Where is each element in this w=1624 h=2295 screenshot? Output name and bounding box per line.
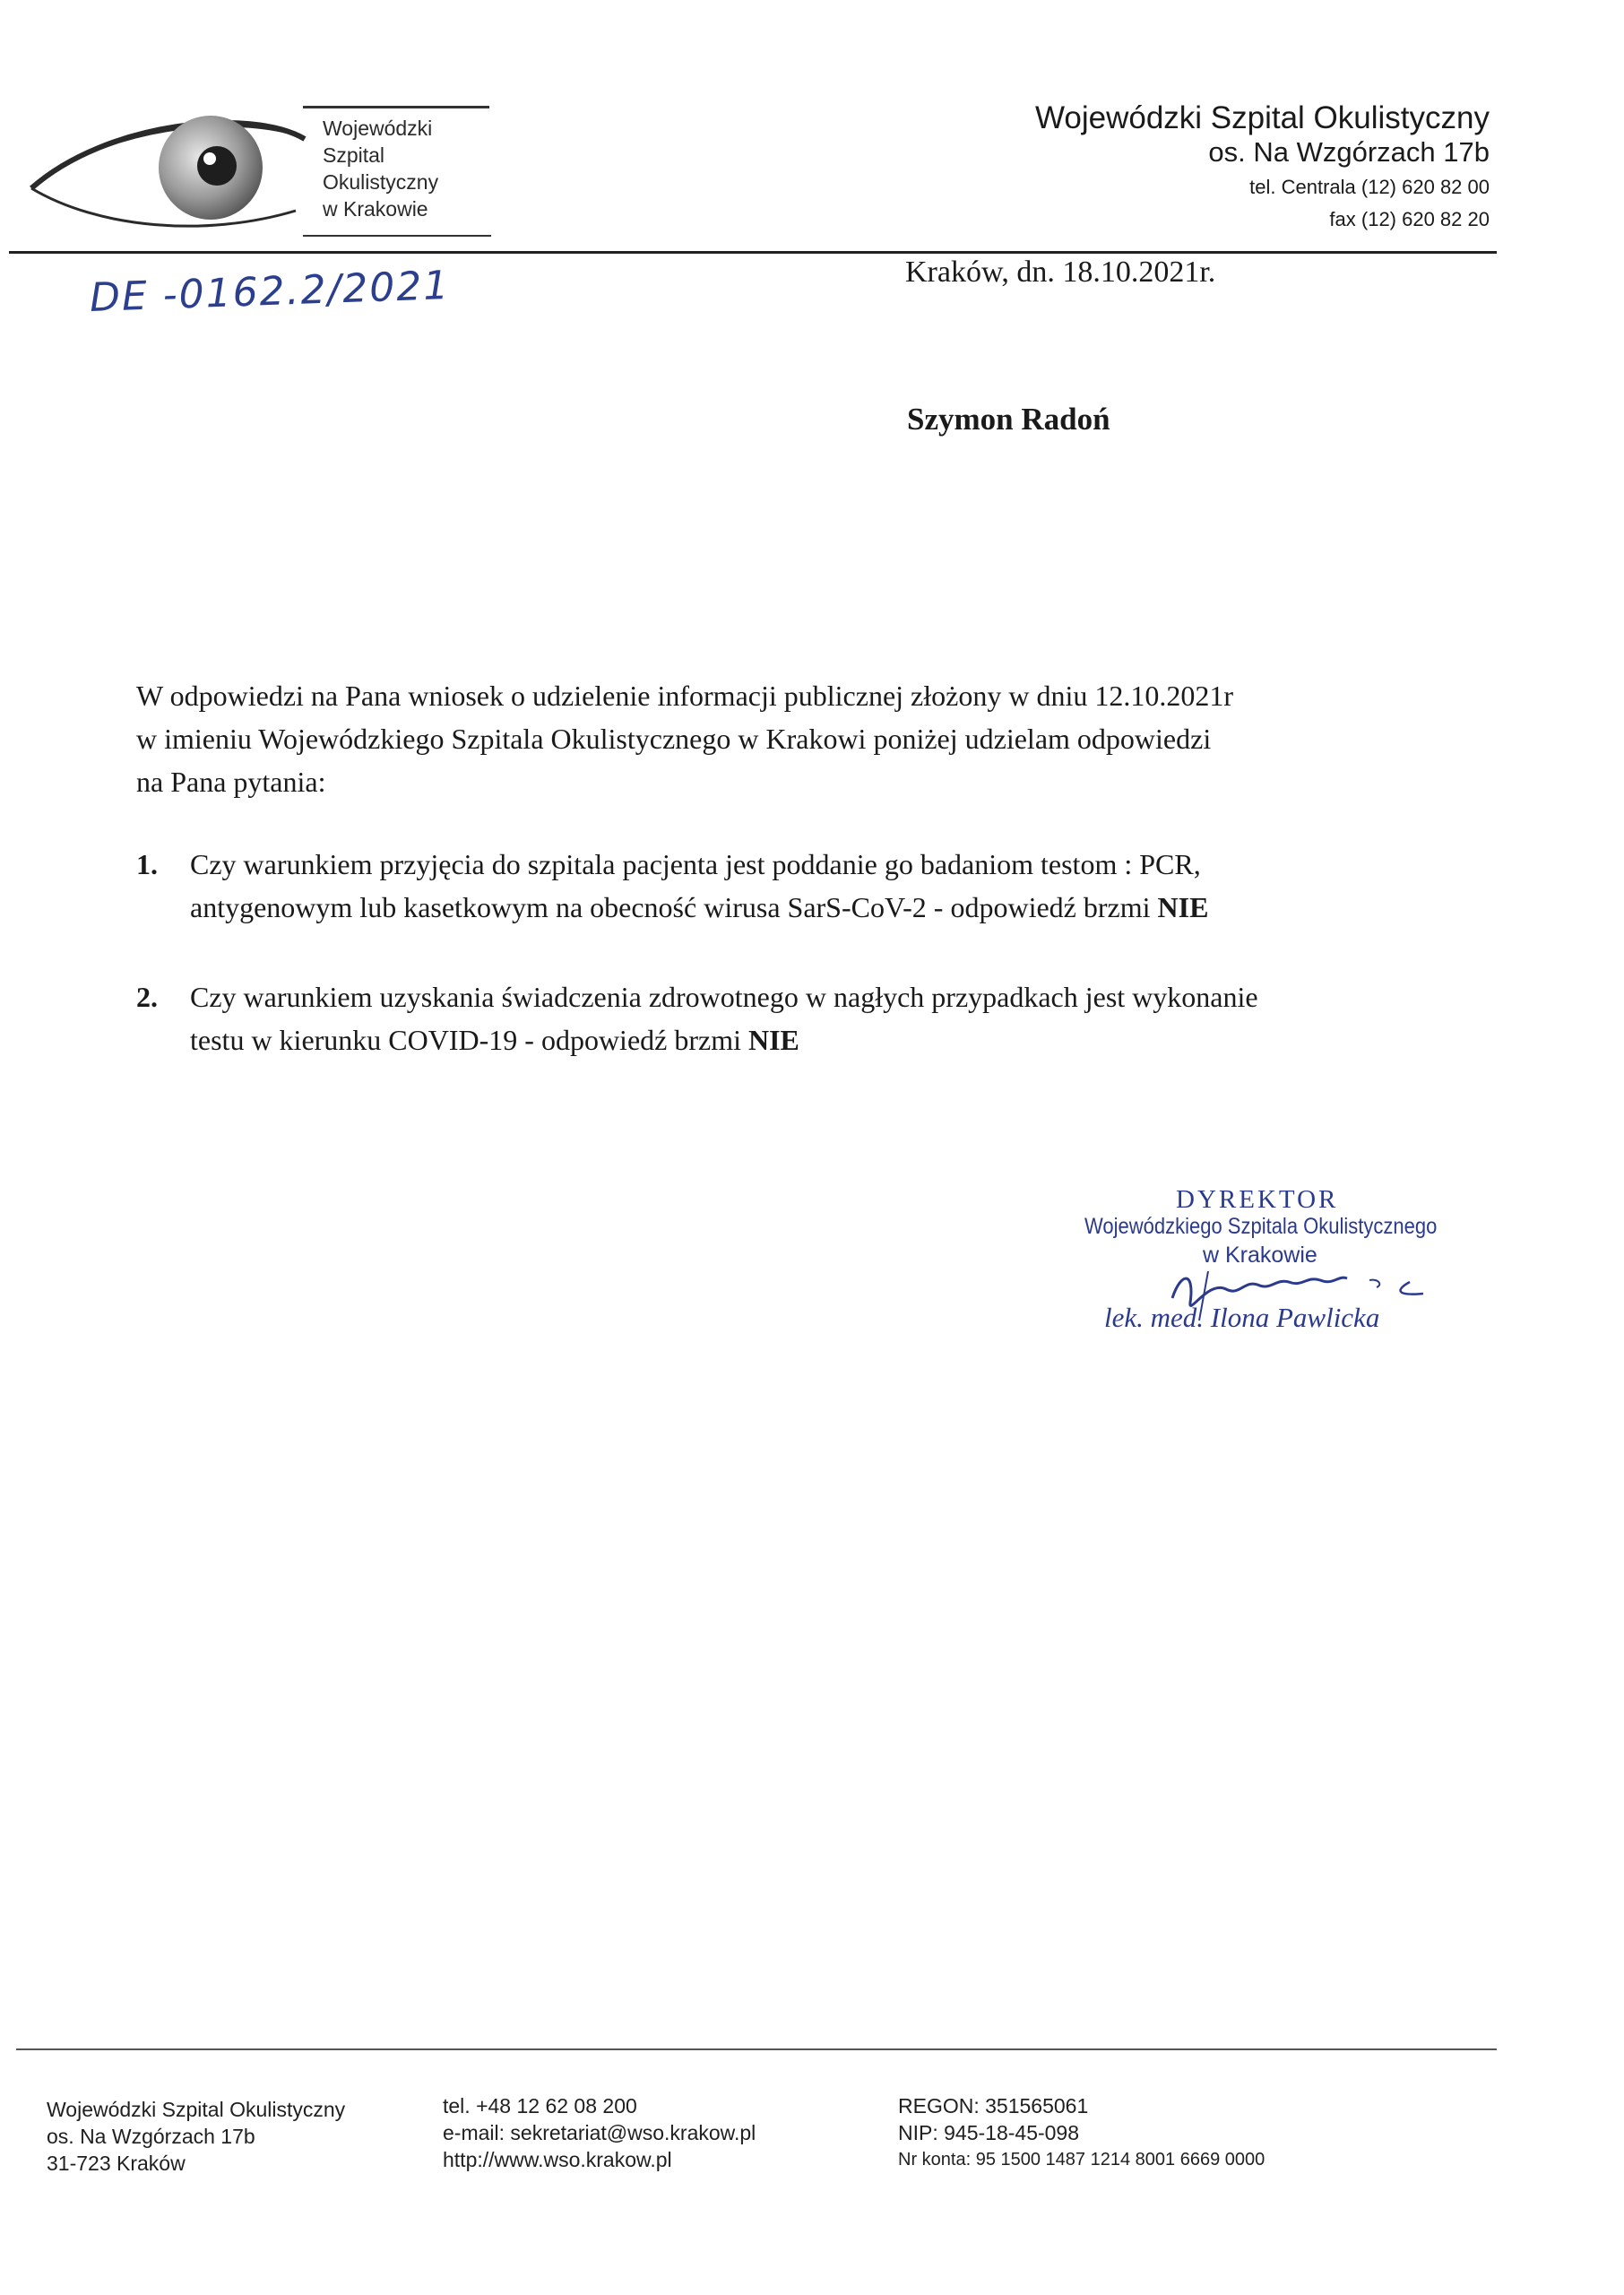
intro-line: W odpowiedzi na Pana wniosek o udzielenie informacji publicznej złożony w dniu 12.10.2021r [136,680,1233,712]
footer-contact [443,2092,756,2173]
footer-line: Wojewódzki Szpital Okulistyczny [47,2098,346,2121]
hospital-phone: tel. Centrala (12) 620 82 00 [1249,176,1490,198]
recipient-name: Szymon Radoń [907,402,1110,437]
stamp-city: w Krakowie [1203,1243,1317,1268]
intro-line: na Pana pytania: [136,766,326,798]
footer-divider [16,2048,1497,2050]
footer-account-number: Nr konta: 95 1500 1487 1214 8001 6669 0000 [898,2150,1266,2169]
question-line: Czy warunkiem uzyskania świadczenia zdrowotnego w nagłych przypadkach jest wykonanie [190,981,1258,1013]
logo-line: Szpital [323,143,385,167]
question-number: 1. [136,848,158,880]
question-line-prefix: antygenowym lub kasetkowym na obecność wirusa SarS-CoV-2 - odpowiedź brzmi [190,891,1158,923]
hospital-address: os. Na Wzgórzach 17b [1208,136,1490,168]
footer-line: os. Na Wzgórzach 17b [47,2125,255,2148]
stamp-organization: Wojewódzkiego Szpitala Okulistycznego [1084,1214,1438,1239]
header-divider [9,251,1497,254]
question-line-prefix: testu w kierunku COVID-19 - odpowiedź brzmi [190,1024,748,1056]
logo-line: Wojewódzki [323,117,433,140]
footer-line: REGON: 351565061 [898,2094,1089,2117]
intro-line: w imieniu Wojewódzkiego Szpitala Okulistycznego w Krakowi poniżej udzielam odpowiedzi [136,723,1212,755]
stamp-signatory-name: lek. med. Ilona Pawlicka [1104,1302,1380,1333]
question-line: Czy warunkiem przyjęcia do szpitala pacjenta jest poddanie go badaniom testom : PCR, [190,848,1201,880]
footer-email: e-mail: sekretariat@wso.krakow.pl [443,2121,756,2144]
hospital-name: Wojewódzki Szpital Okulistyczny [1034,100,1490,135]
footer-website: http://www.wso.krakow.pl [443,2148,672,2171]
handwritten-reference-number: DE -0162.2/2021 [89,262,452,322]
logo-line: w Krakowie [323,197,428,221]
footer-line: 31-723 Kraków [47,2152,186,2175]
footer-address [47,2096,345,2177]
logo-text [323,115,438,222]
intro-paragraph [136,674,1436,803]
logo-bottom-rule [303,235,491,237]
footer-line: NIP: 945-18-45-098 [898,2121,1080,2144]
answer: NIE [1157,891,1209,923]
footer-line: tel. +48 12 62 08 200 [443,2094,637,2117]
question-answer-line [190,1018,799,1061]
answer: NIE [747,1024,799,1056]
place-and-date: Kraków, dn. 18.10.2021r. [905,255,1216,289]
stamp-title: DYREKTOR [1176,1185,1339,1214]
question-answer-line [190,886,1208,929]
logo-line: Okulistyczny [323,170,439,194]
hospital-fax: fax (12) 620 82 20 [1329,208,1490,230]
footer-registration [898,2092,1265,2173]
question-number: 2. [136,981,158,1013]
logo-top-rule [303,106,489,108]
